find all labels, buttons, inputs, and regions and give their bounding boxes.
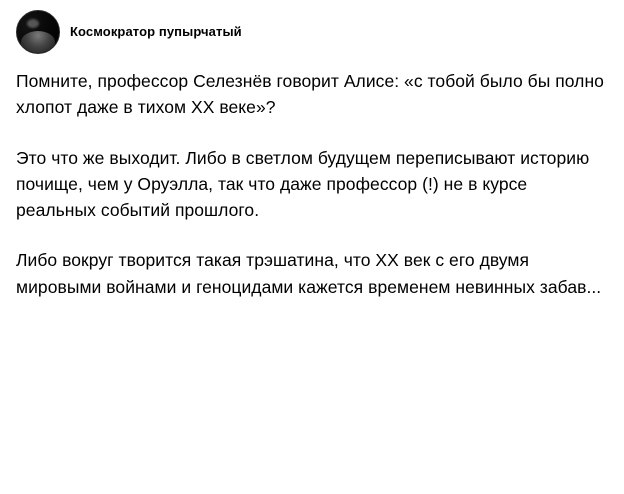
post-paragraph: Либо вокруг творится такая трэшатина, что XX век с его двумя мировыми войнами и геноцидами кажется временем невинных забав... bbox=[16, 250, 602, 297]
post-paragraph: Помните, профессор Селезнёв говорит Алисе: «с тобой было бы полно хлопот даже в тихом XX веке»? bbox=[16, 71, 604, 118]
post-header bbox=[16, 10, 608, 54]
post-author-name[interactable]: Космократор пупырчатый bbox=[70, 24, 242, 40]
avatar[interactable] bbox=[16, 10, 60, 54]
post-paragraph: Это что же выходит. Либо в светлом будущем переписывают историю почище, чем у Оруэлла, так что даже профессор (!) не в курсе реальных событий прошлого. bbox=[16, 147, 590, 220]
post-body bbox=[16, 68, 608, 300]
